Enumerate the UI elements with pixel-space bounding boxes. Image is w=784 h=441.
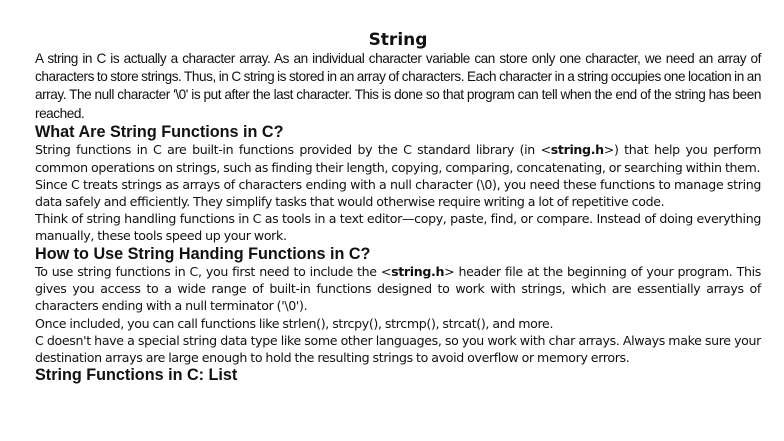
section-heading-how-to-use: How to Use String Handing Functions in C? [35,244,371,263]
section2-paragraph-3: C doesn't have a special string data type like some other languages, so you work with char arrays. Always make sure your destination arrays are large enough to hold the resulting strings to avoid overflow or memory errors. [35,332,761,366]
header-file-name: string.h [391,264,445,280]
intro-paragraph: A string in C is actually a character array. As an individual character variable can store only one character, we need an array of characters to store strings. Thus, in C string is stored in an array of characters. Each character in a string occupies one location in an array. The null character '\0' is put after the last character. This is done so that program can tell when the end of the string has been reached. [35,51,761,121]
section2-paragraph-1: To use string functions in C, you first need to include the <string.h> header file at the beginning of your program. This gives you access to a wide range of built-in functions designed to work with strings, which are essentially arrays of characters ending with a null terminator ('\0'). [35,264,761,314]
section2-paragraph-2: Once included, you can call functions like strlen(), strcpy(), strcmp(), strcat(), and more. [35,315,554,331]
page-title: String [368,30,428,50]
section1-paragraph-2: Since C treats strings as arrays of characters ending with a null character (\0), you need these functions to manage string data safely and efficiently. They simplify tasks that would otherwise require writing a lot of repetitive code. [35,176,761,209]
document-page [35,30,761,385]
section-heading-what-are-string-functions: What Are String Functions in C? [35,122,284,141]
section-heading-string-functions-list: String Functions in C: List [35,366,238,385]
section1-paragraph-1: String functions in C are built-in functions provided by the C standard library (in <string.h>) that help you perform common operations on strings, such as finding their length, copying, comparing, concatenating, or searching within them. [35,142,762,175]
section1-paragraph-3: Think of string handling functions in C as tools in a text editor—copy, paste, find, or compare. Instead of doing everything manually, these tools speed up your work. [35,211,761,244]
header-file-name: string.h [550,142,604,158]
